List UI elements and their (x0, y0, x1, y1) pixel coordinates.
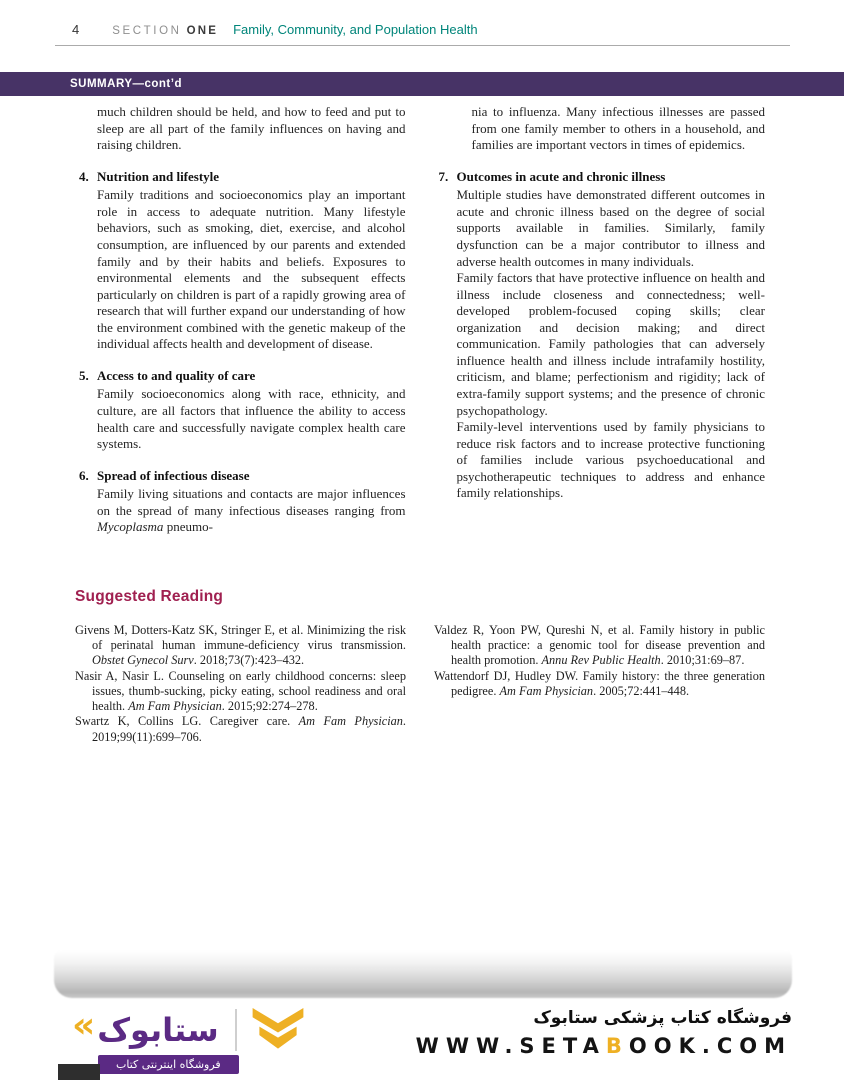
reference-text: Givens M, Dotters-Katz SK, Stringer E, et al. Minimizing the risk of perinatal human immune-deficiency virus transmission. (75, 623, 406, 653)
reference-text: Wattendorf DJ, Hudley DW. Family history: the three generation pedigree. (434, 668, 765, 698)
summary-right-column (439, 104, 766, 536)
item-number: 4. (79, 168, 89, 184)
page-number: 4 (72, 22, 80, 37)
item-title: Nutrition and lifestyle (97, 168, 220, 184)
website-url (416, 1034, 792, 1058)
reference-entry (75, 623, 406, 669)
item-title: Access to and quality of care (97, 367, 256, 383)
setabook-logo (72, 1005, 307, 1074)
summary-item-5 (79, 368, 406, 453)
scan-shadow-bar (54, 950, 792, 998)
item-body: Family factors that have protective influence on health and illness include closeness and connectedness; well-developed problem-focused coping skills; clear organization and decision making; and direct communication. Family pathologies that can adversely influence health and illness include intrafamily hostility, criticism, and blame; perfectionism and rigidity; lack of extra-family support systems; and the presence of chronic psychopathology. (456, 270, 765, 418)
qr-code-partial (58, 1064, 100, 1080)
guillemet-icon: « (72, 1005, 96, 1046)
logo-name-persian: ستابوک (97, 1011, 219, 1049)
summary-left-column (79, 104, 406, 536)
reference-entry (434, 623, 765, 669)
item-number: 6. (79, 467, 89, 483)
logo-row (72, 1005, 307, 1052)
journal-name: Am Fam Physician (499, 683, 594, 698)
summary-continuation-paragraph: much children should be held, and how to feed and put to sleep are all part of the family influences on having and raising children. (97, 104, 406, 153)
summary-item-6 (79, 468, 406, 536)
section-label-number: ONE (186, 25, 219, 37)
footer (0, 1000, 844, 1080)
website-url-segment: WWW.SETA (415, 1034, 606, 1058)
journal-name: Obstet Gynecol Surv (92, 653, 194, 668)
item-body: Multiple studies have demonstrated different outcomes in acute and chronic illness based on the degree of social supports available in families. Similarly, family dysfunction can be a major contributor to illness and adverse health outcomes in many individuals. (456, 187, 765, 269)
references-left-column (75, 623, 406, 745)
item-body: Family traditions and socioeconomics play an important role in access to adequate nutrition. Many lifestyle behaviors, such as smoking, diet, exercise, and alcohol consumption, are influenced by our parents and extended family and by their habits and beliefs. Exposures to environmental elements and the subsequent effects particularly on children is part of a rapidly growing area of research that will further expand our understanding of how the environment combined with the genetic makeup of the individual affects health and development of disease. (97, 187, 406, 352)
logo-tagline-persian: فروشگاه اینترنتی کتاب (98, 1055, 239, 1074)
summary-item-4 (79, 169, 406, 353)
summary-section (79, 104, 765, 536)
references-right-column (434, 623, 765, 745)
journal-name: Am Fam Physician (128, 699, 222, 714)
reference-entry (434, 669, 765, 699)
reference-text: . 2019;99(11):699–706. (92, 714, 406, 744)
reference-text: . 2005;72:441–448. (593, 683, 690, 698)
reference-text: . 2010;31:69–87. (660, 653, 745, 668)
summary-item-7 (439, 169, 766, 502)
italic-term: Mycoplasma (97, 519, 164, 535)
suggested-reading-section (75, 588, 765, 745)
journal-name: Annu Rev Public Health (541, 653, 661, 668)
item-body (97, 486, 406, 536)
reference-entry (75, 714, 406, 744)
item-body-text: pneumo- (163, 519, 213, 535)
store-title-persian: فروشگاه کتاب پزشکی ستابوک (533, 1008, 792, 1028)
suggested-reading-heading: Suggested Reading (75, 588, 224, 605)
reference-text: Nasir A, Nasir L. Counseling on early childhood concerns: sleep issues, thumb-sucking, picky eating, school readiness and oral health. (75, 668, 406, 714)
chevron-diamond-icon (249, 1008, 307, 1052)
summary-banner-label: SUMMARY—cont’d (70, 78, 182, 90)
item-body-text: Family living situations and contacts are major influences on the spread of many infectious diseases ranging from (97, 486, 406, 518)
item-title: Spread of infectious disease (97, 467, 250, 483)
reference-text: Valdez R, Yoon PW, Qureshi N, et al. Family history in public health practice: a genomic tool for disease prevention and health promotion. (434, 623, 765, 668)
footer-brand-text (416, 1008, 792, 1058)
reference-text: . 2018;73(7):423–432. (193, 653, 305, 668)
website-url-segment: OOK.COM (628, 1034, 792, 1058)
reference-entry (75, 669, 406, 715)
reference-text: . 2015;92:274–278. (221, 699, 318, 714)
header-divider (55, 45, 790, 46)
references (75, 623, 765, 745)
section-label-word: SECTION (112, 25, 182, 37)
item-body: Family socioeconomics along with race, ethnicity, and culture, are all factors that influence the ability to access health care and successfully navigate complex health care systems. (97, 386, 406, 452)
section-title: Family, Community, and Population Health (233, 22, 478, 37)
logo-divider (235, 1009, 237, 1051)
item-body: Family-level interventions used by family physicians to reduce risk factors and to increase protective functioning of families include various psychoeducational and psychotherapeutic techniques to address and enhance family relationships. (456, 419, 765, 501)
item-number: 7. (438, 168, 449, 184)
page-header (72, 22, 478, 37)
website-url-accent-letter: B (605, 1034, 629, 1058)
reference-text: Swartz K, Collins LG. Caregiver care. (75, 714, 299, 729)
item-title: Outcomes in acute and chronic illness (456, 168, 666, 184)
item-number: 5. (79, 367, 89, 383)
summary-continuation-paragraph: nia to influenza. Many infectious illnesses are passed from one family member to others in a household, and families are important vectors in times of epidemics. (471, 104, 765, 153)
journal-name: Am Fam Physician (298, 714, 403, 729)
summary-banner (0, 72, 844, 96)
